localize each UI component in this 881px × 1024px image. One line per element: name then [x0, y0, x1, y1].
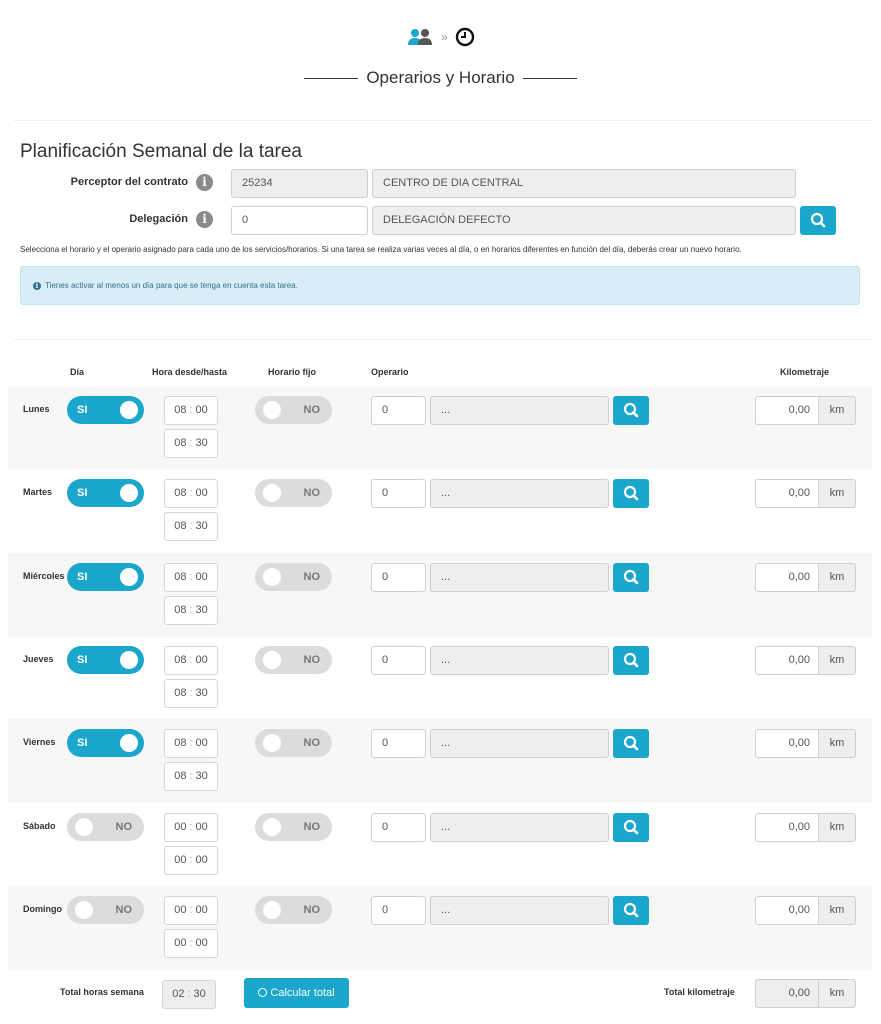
toggle-knob	[120, 401, 138, 419]
page-title: Planificación Semanal de la tarea	[20, 141, 303, 162]
divider	[14, 339, 872, 340]
time-to-field[interactable]: 08 : 30	[164, 429, 218, 458]
toggle-label: NO	[303, 571, 320, 583]
kilometraje-field[interactable]	[755, 479, 856, 508]
toggle-knob	[263, 568, 281, 586]
perceptor-label: Perceptor del contrato	[70, 176, 188, 188]
delegacion-code-field[interactable]: 0	[231, 206, 368, 235]
toggle-label: NO	[303, 654, 320, 666]
km-unit: km	[818, 396, 856, 425]
toggle-label: NO	[303, 487, 320, 499]
operario-name-field[interactable]: ...	[430, 646, 609, 675]
toggle-knob	[75, 818, 93, 836]
km-unit: km	[818, 896, 856, 925]
toggle-knob	[120, 568, 138, 586]
horario-fijo-toggle[interactable]	[255, 396, 332, 424]
km-value[interactable]: 0,00	[755, 396, 819, 425]
kilometraje-field[interactable]	[755, 813, 856, 842]
toggle-label: SI	[77, 487, 88, 499]
operario-name-field[interactable]: ...	[430, 896, 609, 925]
breadcrumb-separator: »	[441, 30, 448, 44]
clock-icon	[258, 988, 267, 997]
km-value[interactable]: 0,00	[755, 896, 819, 925]
time-minute: 00	[195, 487, 208, 499]
toggle-label: NO	[115, 904, 132, 916]
time-minute: 30	[195, 604, 208, 616]
day-active-toggle[interactable]	[67, 563, 144, 591]
total-km-value: 0,00	[755, 979, 819, 1008]
operario-search-button[interactable]	[613, 896, 649, 925]
toggle-knob	[263, 818, 281, 836]
time-hour: 00	[174, 821, 187, 833]
search-icon	[613, 563, 649, 592]
info-icon[interactable]: i	[196, 211, 213, 228]
toggle-knob	[120, 651, 138, 669]
column-header-dia: Día	[70, 367, 85, 377]
time-from-field[interactable]: 00 : 00	[164, 896, 218, 925]
delegacion-search-button[interactable]	[800, 206, 836, 235]
operario-name-field[interactable]: ...	[430, 729, 609, 758]
time-minute: 00	[195, 854, 208, 866]
section-title	[0, 68, 881, 88]
total-km-label: Total kilometraje	[664, 987, 735, 997]
search-icon	[613, 813, 649, 842]
horario-fijo-toggle[interactable]	[255, 563, 332, 591]
time-hour: 08	[174, 437, 187, 449]
time-hour: 00	[174, 904, 187, 916]
day-active-toggle[interactable]	[67, 396, 144, 424]
time-to-field[interactable]: 08 : 30	[164, 596, 218, 625]
km-unit: km	[818, 646, 856, 675]
day-label: Lunes	[23, 404, 50, 414]
toggle-knob	[263, 484, 281, 502]
column-header-fijo: Horario fijo	[268, 367, 317, 377]
km-value[interactable]: 0,00	[755, 479, 819, 508]
horario-fijo-toggle[interactable]	[255, 729, 332, 757]
operario-code-field[interactable]: 0	[371, 729, 426, 758]
total-hours-field: 02 : 30	[162, 980, 216, 1009]
kilometraje-field[interactable]	[755, 396, 856, 425]
toggle-knob	[263, 401, 281, 419]
wizard-steps	[0, 27, 881, 49]
day-label: Miércoles	[23, 571, 65, 581]
kilometraje-field[interactable]	[755, 646, 856, 675]
toggle-label: NO	[303, 404, 320, 416]
time-to-field[interactable]: 08 : 30	[164, 512, 218, 541]
day-label: Viernes	[23, 737, 56, 747]
day-active-toggle[interactable]	[67, 896, 144, 924]
time-minute: 30	[195, 437, 208, 449]
time-minute: 00	[195, 737, 208, 749]
time-minute: 30	[195, 687, 208, 699]
help-text: Selecciona el horario y el operario asignado para cada uno de los servicios/horarios. Si una tarea se realiza varias veces al día, o en horarios diferentes en función del día, deberás crear un nuevo horario.	[20, 245, 742, 254]
search-icon	[613, 646, 649, 675]
time-hour: 08	[174, 520, 187, 532]
day-active-toggle[interactable]	[67, 479, 144, 507]
km-value[interactable]: 0,00	[755, 813, 819, 842]
time-hour: 08	[174, 687, 187, 699]
operario-code-field[interactable]: 0	[371, 479, 426, 508]
time-minute: 00	[195, 404, 208, 416]
time-hour: 08	[174, 770, 187, 782]
time-hour: 08	[174, 404, 187, 416]
search-icon	[613, 896, 649, 925]
operario-code-field[interactable]: 0	[371, 396, 426, 425]
clock-icon	[455, 27, 475, 47]
time-minute: 00	[195, 654, 208, 666]
perceptor-name-field[interactable]: CENTRO DE DIA CENTRAL	[372, 169, 796, 198]
operario-name-field[interactable]: ...	[430, 396, 609, 425]
day-label: Sábado	[23, 821, 56, 831]
table-row	[8, 803, 872, 887]
km-value[interactable]: 0,00	[755, 563, 819, 592]
time-from-field[interactable]: 08 : 00	[164, 563, 218, 592]
operario-name-field[interactable]: ...	[430, 813, 609, 842]
column-header-operario: Operario	[371, 367, 409, 377]
info-circle-icon: i	[33, 282, 41, 290]
operario-search-button[interactable]	[613, 563, 649, 592]
horario-fijo-toggle[interactable]	[255, 896, 332, 924]
day-label: Martes	[23, 487, 53, 497]
table-row	[8, 886, 872, 970]
day-active-toggle[interactable]	[67, 729, 144, 757]
info-alert	[20, 266, 860, 305]
operario-name-field[interactable]: ...	[430, 479, 609, 508]
toggle-label: SI	[77, 654, 88, 666]
toggle-knob	[120, 734, 138, 752]
time-minute: 30	[195, 770, 208, 782]
toggle-label: NO	[115, 821, 132, 833]
day-active-toggle[interactable]	[67, 813, 144, 841]
km-unit: km	[818, 813, 856, 842]
total-hours-label: Total horas semana	[60, 987, 144, 997]
operario-code-field[interactable]: 0	[371, 646, 426, 675]
table-row	[8, 636, 872, 720]
operario-code-field[interactable]: 0	[371, 813, 426, 842]
divider	[14, 120, 872, 121]
km-unit: km	[818, 563, 856, 592]
time-from-field[interactable]: 08 : 00	[164, 646, 218, 675]
delegacion-label: Delegación	[129, 213, 188, 225]
alert-text: Tienes activar al menos un día para que se tenga en cuenta esta tarea.	[45, 281, 298, 290]
search-icon	[613, 479, 649, 508]
toggle-label: NO	[303, 737, 320, 749]
users-icon	[406, 27, 434, 47]
day-label: Domingo	[23, 904, 62, 914]
time-hour: 08	[174, 654, 187, 666]
time-to-field[interactable]: 08 : 30	[164, 679, 218, 708]
toggle-label: SI	[77, 404, 88, 416]
kilometraje-field[interactable]	[755, 563, 856, 592]
toggle-knob	[263, 901, 281, 919]
total-hours-h: 02	[172, 988, 185, 1000]
operario-search-button[interactable]	[613, 729, 649, 758]
operario-name-field[interactable]: ...	[430, 563, 609, 592]
time-minute: 00	[195, 821, 208, 833]
search-icon	[613, 396, 649, 425]
toggle-knob	[263, 734, 281, 752]
time-to-field[interactable]: 00 : 00	[164, 929, 218, 958]
time-minute: 00	[195, 937, 208, 949]
column-header-kilometraje: Kilometraje	[780, 367, 830, 377]
time-to-field[interactable]: 08 : 30	[164, 762, 218, 791]
time-from-field[interactable]: 08 : 00	[164, 479, 218, 508]
search-icon	[613, 729, 649, 758]
time-minute: 00	[195, 904, 208, 916]
toggle-label: NO	[303, 821, 320, 833]
kilometraje-field[interactable]	[755, 896, 856, 925]
operario-search-button[interactable]	[613, 396, 649, 425]
time-hour: 08	[174, 487, 187, 499]
km-unit: km	[818, 729, 856, 758]
time-minute: 30	[195, 520, 208, 532]
total-km-field	[755, 979, 856, 1008]
time-hour: 08	[174, 571, 187, 583]
operario-code-field[interactable]: 0	[371, 563, 426, 592]
calcular-total-label: Calcular total	[270, 987, 335, 999]
info-icon[interactable]: i	[196, 174, 213, 191]
delegacion-name-field[interactable]: DELEGACIÓN DEFECTO	[372, 206, 796, 235]
search-icon	[800, 206, 836, 235]
time-hour: 00	[174, 854, 187, 866]
table-row	[8, 553, 872, 637]
title-rule-right	[523, 78, 577, 79]
horario-fijo-toggle[interactable]	[255, 646, 332, 674]
section-title-text: Operarios y Horario	[366, 68, 515, 87]
toggle-knob	[75, 901, 93, 919]
horario-fijo-toggle[interactable]	[255, 813, 332, 841]
time-hour: 00	[174, 937, 187, 949]
day-active-toggle[interactable]	[67, 646, 144, 674]
toggle-knob	[120, 484, 138, 502]
title-rule-left	[304, 78, 358, 79]
time-to-field[interactable]: 00 : 00	[164, 846, 218, 875]
toggle-label: NO	[303, 904, 320, 916]
time-from-field[interactable]: 08 : 00	[164, 729, 218, 758]
toggle-knob	[263, 651, 281, 669]
total-hours-m: 30	[193, 988, 206, 1000]
table-row	[8, 719, 872, 803]
time-minute: 00	[195, 571, 208, 583]
table-row	[8, 469, 872, 553]
perceptor-code-field[interactable]: 25234	[231, 169, 368, 198]
time-from-field[interactable]: 00 : 00	[164, 813, 218, 842]
kilometraje-field[interactable]	[755, 729, 856, 758]
km-value[interactable]: 0,00	[755, 646, 819, 675]
time-from-field[interactable]: 08 : 00	[164, 396, 218, 425]
km-value[interactable]: 0,00	[755, 729, 819, 758]
km-unit: km	[818, 479, 856, 508]
total-km-unit: km	[818, 979, 856, 1008]
day-label: Jueves	[23, 654, 54, 664]
toggle-label: SI	[77, 571, 88, 583]
toggle-label: SI	[77, 737, 88, 749]
column-header-hora: Hora desde/hasta	[152, 367, 228, 377]
time-hour: 08	[174, 604, 187, 616]
time-hour: 08	[174, 737, 187, 749]
operario-search-button[interactable]	[613, 646, 649, 675]
operario-search-button[interactable]	[613, 479, 649, 508]
operario-code-field[interactable]: 0	[371, 896, 426, 925]
horario-fijo-toggle[interactable]	[255, 479, 332, 507]
calcular-total-button[interactable]	[244, 978, 349, 1008]
operario-search-button[interactable]	[613, 813, 649, 842]
table-row	[8, 386, 872, 470]
